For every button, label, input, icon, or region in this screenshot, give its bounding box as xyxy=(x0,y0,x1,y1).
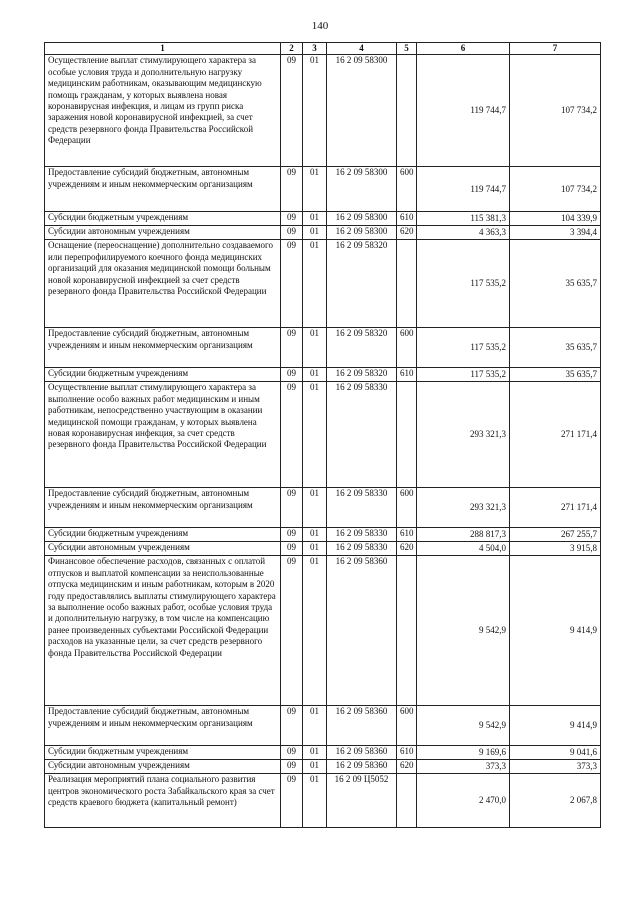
row-target-article-code: 16 2 09 Ц5052 xyxy=(327,774,397,828)
row-amount-approved: 9 542,9 xyxy=(417,556,510,706)
row-amount-approved: 119 744,7 xyxy=(417,55,510,167)
row-amount-approved: 4 504,0 xyxy=(417,542,510,556)
row-expense-type-code: 600 xyxy=(397,328,417,368)
budget-table xyxy=(44,42,601,828)
row-amount-approved: 288 817,3 xyxy=(417,528,510,542)
table-row xyxy=(45,488,601,528)
row-target-article-code: 16 2 09 58320 xyxy=(327,368,397,382)
column-header: 3 xyxy=(303,43,327,55)
row-subsection-code: 01 xyxy=(303,368,327,382)
row-amount-executed: 271 171,4 xyxy=(510,488,601,528)
row-section-code: 09 xyxy=(281,760,303,774)
row-target-article-code: 16 2 09 58330 xyxy=(327,488,397,528)
row-amount-approved: 9 542,9 xyxy=(417,706,510,746)
row-amount-executed: 9 041,6 xyxy=(510,746,601,760)
row-section-code: 09 xyxy=(281,746,303,760)
table-row xyxy=(45,55,601,167)
column-header: 2 xyxy=(281,43,303,55)
row-amount-executed: 3 394,4 xyxy=(510,226,601,240)
row-target-article-code: 16 2 09 58360 xyxy=(327,760,397,774)
column-header: 1 xyxy=(45,43,281,55)
row-amount-executed: 267 255,7 xyxy=(510,528,601,542)
row-target-article-code: 16 2 09 58360 xyxy=(327,556,397,706)
row-name: Субсидии бюджетным учреждениям xyxy=(45,368,281,382)
row-amount-executed: 3 915,8 xyxy=(510,542,601,556)
table-row xyxy=(45,706,601,746)
row-amount-executed: 35 635,7 xyxy=(510,328,601,368)
row-amount-executed: 104 339,9 xyxy=(510,212,601,226)
row-expense-type-code xyxy=(397,556,417,706)
table-row xyxy=(45,760,601,774)
row-amount-approved: 117 535,2 xyxy=(417,328,510,368)
row-name: Субсидии бюджетным учреждениям xyxy=(45,528,281,542)
row-subsection-code: 01 xyxy=(303,382,327,488)
row-section-code: 09 xyxy=(281,528,303,542)
row-section-code: 09 xyxy=(281,226,303,240)
row-section-code: 09 xyxy=(281,212,303,226)
row-name: Осуществление выплат стимулирующего характера за особые условия труда и дополнительную нагрузку медицинским работникам, оказывающим медицинскую помощь гражданам, у которых выявлена новая коронавирусная инфекция, и лицам из групп риска заражения новой коронавирусной инфекцией, за счет средств резервного фонда Правительства Российской Федерации xyxy=(45,55,281,167)
row-name: Оснащение (переоснащение) дополнительно создаваемого или перепрофилируемого коечного фонда медицинских организаций для оказания медицинской помощи больным новой коронавирусной инфекцией за счет средств резервного фонда Правительства Российской Федерации xyxy=(45,240,281,328)
row-name: Субсидии бюджетным учреждениям xyxy=(45,212,281,226)
row-expense-type-code: 620 xyxy=(397,760,417,774)
row-expense-type-code: 600 xyxy=(397,488,417,528)
row-subsection-code: 01 xyxy=(303,528,327,542)
row-target-article-code: 16 2 09 58300 xyxy=(327,226,397,240)
row-section-code: 09 xyxy=(281,488,303,528)
row-amount-approved: 115 381,3 xyxy=(417,212,510,226)
row-amount-approved: 4 363,3 xyxy=(417,226,510,240)
table-row xyxy=(45,240,601,328)
row-expense-type-code xyxy=(397,240,417,328)
column-header: 7 xyxy=(510,43,601,55)
row-section-code: 09 xyxy=(281,240,303,328)
row-name: Субсидии автономным учреждениям xyxy=(45,760,281,774)
row-section-code: 09 xyxy=(281,55,303,167)
row-target-article-code: 16 2 09 58320 xyxy=(327,240,397,328)
column-header: 6 xyxy=(417,43,510,55)
row-amount-executed: 271 171,4 xyxy=(510,382,601,488)
table-row xyxy=(45,746,601,760)
table-row xyxy=(45,774,601,828)
table-row xyxy=(45,226,601,240)
row-expense-type-code: 620 xyxy=(397,226,417,240)
row-target-article-code: 16 2 09 58360 xyxy=(327,746,397,760)
row-name: Финансовое обеспечение расходов, связанных с оплатой отпусков и выплатой компенсации за неиспользованные отпуска медицинским и иным работникам, которым в 2020 году предоставлялись выплаты стимулирующего характера за выполнение особо важных работ, особые условия труда и дополнительную нагрузку, в том числе на компенсацию ранее произведенных субъектами Российской Федерации расходов на указанные цели, за счет средств резервного фонда Правительства Российской Федерации xyxy=(45,556,281,706)
row-subsection-code: 01 xyxy=(303,746,327,760)
row-name: Предоставление субсидий бюджетным, автономным учреждениям и иным некоммерческим организациям xyxy=(45,328,281,368)
row-expense-type-code: 610 xyxy=(397,746,417,760)
row-expense-type-code: 600 xyxy=(397,706,417,746)
row-subsection-code: 01 xyxy=(303,542,327,556)
row-target-article-code: 16 2 09 58300 xyxy=(327,212,397,226)
page-number: 140 xyxy=(311,20,329,32)
row-target-article-code: 16 2 09 58330 xyxy=(327,382,397,488)
row-target-article-code: 16 2 09 58300 xyxy=(327,167,397,212)
row-expense-type-code: 620 xyxy=(397,542,417,556)
row-subsection-code: 01 xyxy=(303,488,327,528)
row-section-code: 09 xyxy=(281,774,303,828)
row-section-code: 09 xyxy=(281,328,303,368)
row-name: Субсидии автономным учреждениям xyxy=(45,226,281,240)
row-amount-executed: 35 635,7 xyxy=(510,240,601,328)
table-row xyxy=(45,368,601,382)
row-target-article-code: 16 2 09 58330 xyxy=(327,542,397,556)
row-name: Субсидии автономным учреждениям xyxy=(45,542,281,556)
row-amount-approved: 117 535,2 xyxy=(417,240,510,328)
row-subsection-code: 01 xyxy=(303,167,327,212)
row-amount-executed: 2 067,8 xyxy=(510,774,601,828)
row-subsection-code: 01 xyxy=(303,774,327,828)
row-subsection-code: 01 xyxy=(303,706,327,746)
row-section-code: 09 xyxy=(281,542,303,556)
row-name: Субсидии бюджетным учреждениям xyxy=(45,746,281,760)
row-section-code: 09 xyxy=(281,368,303,382)
row-target-article-code: 16 2 09 58330 xyxy=(327,528,397,542)
row-target-article-code: 16 2 09 58360 xyxy=(327,706,397,746)
table-row xyxy=(45,328,601,368)
row-name: Предоставление субсидий бюджетным, автономным учреждениям и иным некоммерческим организациям xyxy=(45,706,281,746)
row-subsection-code: 01 xyxy=(303,212,327,226)
column-header: 5 xyxy=(397,43,417,55)
table-row xyxy=(45,542,601,556)
row-name: Предоставление субсидий бюджетным, автономным учреждениям и иным некоммерческим организациям xyxy=(45,167,281,212)
row-name: Предоставление субсидий бюджетным, автономным учреждениям и иным некоммерческим организациям xyxy=(45,488,281,528)
row-amount-approved: 373,3 xyxy=(417,760,510,774)
header-row xyxy=(45,43,601,55)
row-subsection-code: 01 xyxy=(303,760,327,774)
row-subsection-code: 01 xyxy=(303,226,327,240)
row-expense-type-code xyxy=(397,55,417,167)
row-amount-executed: 9 414,9 xyxy=(510,556,601,706)
row-section-code: 09 xyxy=(281,382,303,488)
row-amount-executed: 35 635,7 xyxy=(510,368,601,382)
row-expense-type-code xyxy=(397,382,417,488)
row-section-code: 09 xyxy=(281,706,303,746)
table-row xyxy=(45,382,601,488)
table-body xyxy=(45,55,601,828)
column-header: 4 xyxy=(327,43,397,55)
row-amount-approved: 293 321,3 xyxy=(417,382,510,488)
row-amount-approved: 293 321,3 xyxy=(417,488,510,528)
table-row xyxy=(45,528,601,542)
row-expense-type-code: 610 xyxy=(397,528,417,542)
row-name: Осуществление выплат стимулирующего характера за выполнение особо важных работ медицинским и иным работникам, непосредственно участвующим в оказании медицинской помощи гражданам, у которых выявлена новая коронавирусная инфекция, за счет средств резервного фонда Правительства Российской Федерации xyxy=(45,382,281,488)
row-subsection-code: 01 xyxy=(303,328,327,368)
row-section-code: 09 xyxy=(281,556,303,706)
row-expense-type-code: 610 xyxy=(397,368,417,382)
row-subsection-code: 01 xyxy=(303,55,327,167)
row-expense-type-code xyxy=(397,774,417,828)
table-row xyxy=(45,167,601,212)
row-amount-approved: 2 470,0 xyxy=(417,774,510,828)
table-row xyxy=(45,556,601,706)
row-expense-type-code: 610 xyxy=(397,212,417,226)
row-amount-approved: 117 535,2 xyxy=(417,368,510,382)
row-subsection-code: 01 xyxy=(303,556,327,706)
row-target-article-code: 16 2 09 58320 xyxy=(327,328,397,368)
row-section-code: 09 xyxy=(281,167,303,212)
row-target-article-code: 16 2 09 58300 xyxy=(327,55,397,167)
row-subsection-code: 01 xyxy=(303,240,327,328)
row-amount-executed: 107 734,2 xyxy=(510,55,601,167)
row-name: Реализация мероприятий плана социального развития центров экономического роста Забайкальского края за счет средств краевого бюджета (капитальный ремонт) xyxy=(45,774,281,828)
row-expense-type-code: 600 xyxy=(397,167,417,212)
table-row xyxy=(45,212,601,226)
row-amount-executed: 9 414,9 xyxy=(510,706,601,746)
row-amount-approved: 9 169,6 xyxy=(417,746,510,760)
row-amount-executed: 373,3 xyxy=(510,760,601,774)
row-amount-executed: 107 734,2 xyxy=(510,167,601,212)
row-amount-approved: 119 744,7 xyxy=(417,167,510,212)
